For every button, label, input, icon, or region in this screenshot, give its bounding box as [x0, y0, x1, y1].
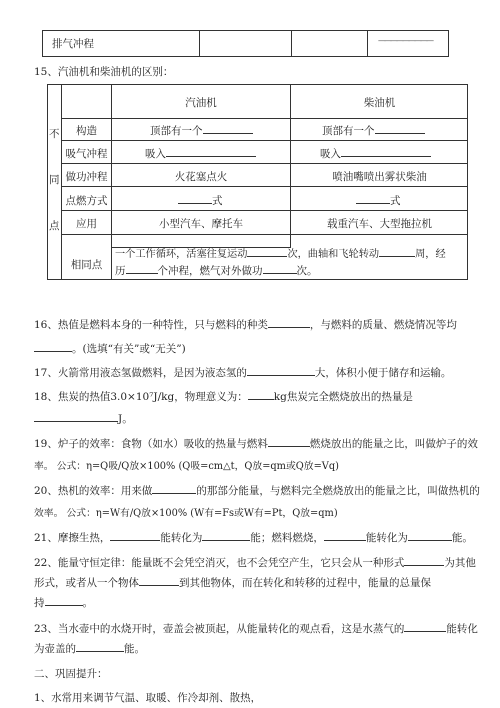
- q19-line-2: 率。 公式：η=Q吸/Q放×100% (Q吸=cm△t，Q放=qm或Q放=Vq): [34, 461, 339, 472]
- q22-text-c: 形式，或者从一个物体: [34, 577, 139, 589]
- q15-common-blank-4: [263, 263, 297, 274]
- q15-gas-construct-blank: [203, 123, 253, 134]
- q15-common-line-1: [115, 245, 446, 260]
- q23-blank-2: [76, 641, 124, 652]
- q16-line-2: [34, 341, 186, 356]
- q21-text-b: 能转化为: [160, 532, 203, 544]
- q20-text-b: 的那部分能量，与燃料完全燃烧放出的能量之比，叫做热机的: [196, 485, 480, 497]
- q18-line-2: [34, 411, 133, 426]
- q15-diesel-intake-blank: [341, 146, 431, 157]
- q15-title: 15、汽油机和柴油机的区别：: [34, 66, 174, 78]
- q15-diesel-intake: [320, 146, 431, 161]
- q15-label-application: 应用: [76, 218, 97, 230]
- q15-gas-intake-text: 吸入: [145, 148, 166, 160]
- q15-gas-intake: [145, 146, 256, 161]
- q23-text-b: 能转化: [446, 623, 478, 635]
- q16-blank-2: [34, 341, 72, 352]
- q22-text-e: 持: [34, 597, 45, 609]
- q19-text-a: 19、炉子的效率：食物（如水）吸收的热量与燃料: [34, 438, 268, 450]
- q23-line-1: [34, 621, 478, 636]
- q22-text-d: 到其他物体，而在转化和转移的过程中，能量的总量保: [179, 577, 431, 589]
- q15-side-char-1: 不: [49, 128, 60, 140]
- q15-common-blank-3: [126, 263, 158, 274]
- q15-label-construct: 构造: [76, 125, 97, 137]
- q23-text-d: 能。: [124, 643, 145, 655]
- top-row-right-blank: —————————: [378, 36, 432, 45]
- q15-gas-ignition: [178, 193, 223, 208]
- q15-header-gasoline: 汽油机: [185, 97, 217, 109]
- q19-line-1: [34, 436, 478, 451]
- q21-blank-3: [324, 530, 366, 541]
- q15-common-2c: 次。: [296, 265, 318, 277]
- q15-side-char-2: 同: [49, 174, 60, 186]
- q21-blank-2: [202, 530, 250, 541]
- q20-blank: [152, 483, 196, 494]
- q15-diesel-construct: [322, 123, 425, 138]
- q15-gas-power: 火花塞点火: [174, 171, 228, 183]
- q16-text-b: ，与燃料的质量、燃烧情况等均: [309, 319, 457, 331]
- q22-text-a: 22、能量守恒定律：能量既不会凭空消灭，也不会凭空产生，它只会从一种形式: [34, 557, 405, 569]
- q18-line-1: [34, 389, 413, 404]
- q15-label-common: 相同点: [70, 259, 103, 271]
- q15-diesel-ignition-text: 式: [390, 195, 401, 207]
- q23-text-c: 为壶盖的: [34, 643, 76, 655]
- q15-common-blank-2: [379, 246, 415, 257]
- q15-common-1b: 次，曲轴和飞轮转动: [287, 249, 380, 260]
- q21-text-d: 能转化为: [365, 532, 408, 544]
- q15-diesel-ignition: [356, 193, 401, 208]
- q15-common-1a: 一个工作循环，活塞往复运动: [115, 249, 248, 260]
- q15-common-2b: 个冲程，燃气对外做功: [157, 265, 263, 277]
- q23-line-2: [34, 641, 145, 656]
- q15-diesel-intake-text: 吸入: [320, 148, 341, 160]
- q15-row-ignition: [61, 186, 468, 211]
- q15-gas-intake-blank: [166, 146, 256, 157]
- q18-blank-2: [34, 411, 118, 422]
- q21-text-a: 21、摩擦生热，: [34, 532, 111, 544]
- q15-gas-construct-text: 顶部有一个: [150, 125, 203, 137]
- q15-common-2a: 历: [115, 265, 126, 277]
- q22-line-1: [34, 555, 476, 570]
- q16-text-c: 。(选填“有关”或“无关”): [72, 343, 186, 355]
- q19-text-b: 燃烧放出的能量之比，叫做炉子的效: [309, 438, 478, 450]
- q23-text-a: 23、当水壶中的水烧开时，壶盖会被顶起，从能量转化的观点看，这是水蒸气的: [34, 623, 405, 635]
- section-2-heading: 二、巩固提升：: [34, 668, 108, 680]
- q18-blank-1: [248, 389, 274, 400]
- q17-text-a: 17、火箭常用液态氢做燃料，是因为液态氢的: [34, 367, 247, 379]
- q22-blank-3: [45, 595, 83, 606]
- q21-blank-4: [408, 530, 452, 541]
- q18-text-a: 18、焦炭的热值3.0×10⁷J/kg，物理意义为：: [34, 391, 248, 403]
- top-row-cell-2: [199, 30, 292, 57]
- q17-blank: [247, 365, 315, 376]
- q22-blank-2: [139, 575, 179, 586]
- q18-text-b: kg焦炭完全燃烧放出的热量是: [273, 391, 413, 403]
- q16-text-a: 16、热值是燃料本身的一种特性，只与燃料的种类: [34, 319, 268, 331]
- q15-gas-application: 小型汽车、摩托车: [159, 218, 243, 230]
- q19-blank: [268, 436, 310, 447]
- q15-label-intake: 吸气冲程: [65, 148, 108, 160]
- top-row-label: 排气冲程: [52, 38, 94, 50]
- q22-line-2: [34, 575, 431, 590]
- q22-blank-1: [404, 555, 444, 566]
- q15-side-char-3: 点: [49, 220, 60, 232]
- top-row-cell-3: [291, 30, 368, 57]
- q15-label-ignition: 点燃方式: [65, 195, 108, 207]
- q17-text-b: 大，体积小便于储存和运输。: [314, 367, 452, 379]
- section-2-item-1: 1、水常用来调节气温、取暖、作冷却剂、散热，: [34, 692, 262, 704]
- q15-gas-ignition-text: 式: [212, 195, 223, 207]
- q21-text-c: 能；燃料燃烧，: [250, 532, 324, 544]
- q15-common-1c: 周，经: [415, 249, 446, 260]
- q22-text-f: 。: [82, 597, 93, 609]
- q18-text-c: J。: [118, 413, 133, 425]
- q20-line-2: 效率。 公式：η=W有/Q放×100% (W有=Fs或W有=Pt，Q放=qm): [34, 508, 338, 519]
- q15-gas-construct: [150, 123, 253, 138]
- q15-diesel-construct-blank: [375, 123, 425, 134]
- q20-text-a: 20、热机的效率：用来做: [34, 485, 153, 497]
- q21-line: [34, 530, 473, 545]
- q21-blank-1: [110, 530, 160, 541]
- q15-diesel-construct-text: 顶部有一个: [322, 125, 375, 137]
- q15-common-line-2: [115, 263, 318, 278]
- q15-diesel-application: 载重汽车、大型拖拉机: [327, 218, 432, 230]
- q22-line-3: [34, 595, 93, 610]
- q16-line-1: [34, 317, 457, 332]
- q15-diesel-power: 喷油嘴喷出雾状柴油: [332, 171, 427, 183]
- q15-diesel-ignition-blank: [356, 193, 390, 204]
- q15-gas-ignition-blank: [178, 193, 212, 204]
- q23-blank-1: [404, 621, 446, 632]
- q16-blank-1: [268, 317, 310, 328]
- q22-text-b: 为其他: [444, 557, 476, 569]
- q15-common-blank-1: [247, 246, 287, 257]
- q17-line: [34, 365, 451, 380]
- q20-line-1: [34, 483, 480, 498]
- q15-label-power: 做功冲程: [65, 171, 108, 183]
- q21-text-e: 能。: [451, 532, 473, 544]
- q15-header-diesel: 柴油机: [363, 97, 396, 109]
